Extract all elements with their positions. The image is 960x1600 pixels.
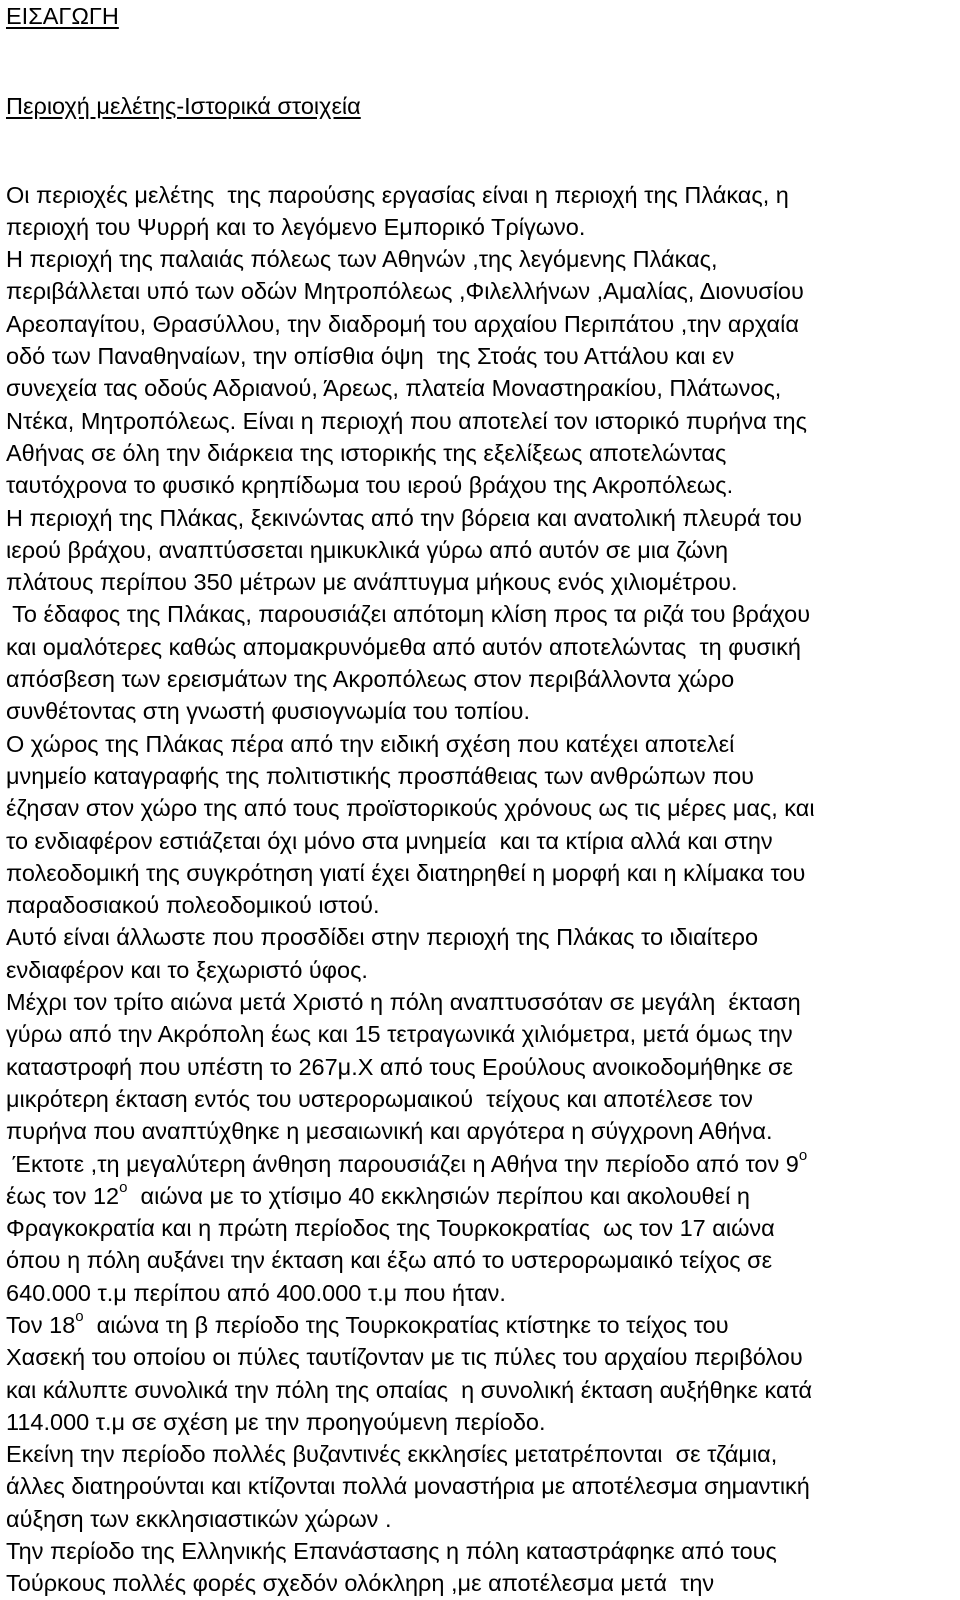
text-line: καταστροφή που υπέστη το 267μ.Χ από τους Ερούλους ανοικοδομήθηκε σε [6, 1053, 793, 1080]
document-page [6, 0, 956, 1600]
text-line: άλλες διατηρούνται και κτίζονται πολλά μοναστήρια με αποτέλεσμα σημαντική [6, 1473, 810, 1500]
text-line: Αθήνας σε όλη την διάρκεια της ιστορικής της εξελίξεως αποτελώντας [6, 439, 727, 466]
text-segment: αιώνα τη β περίοδο της Τουρκοκρατίας κτίστηκε το τείχος του [83, 1311, 729, 1338]
text-line: ενδιαφέρον και το ξεχωριστό ύφος. [6, 956, 368, 983]
text-line [6, 1309, 956, 1341]
text-line: Αρεοπαγίτου, Θρασύλλου, την διαδρομή του αρχαίου Περιπάτου ,την αρχαία [6, 310, 799, 337]
text-line: Η περιοχή της Πλάκας, ξεκινώντας από την βόρεια και ανατολική πλευρά του [6, 504, 803, 531]
text-line: Την περίοδο της Ελληνικής Επανάστασης η πόλη καταστράφηκε από τους [6, 1538, 777, 1565]
text-line: το ενδιαφέρον εστιάζεται όχι μόνο στα μνημεία και τα κτίρια αλλά και στην [6, 827, 773, 854]
text-line: 114.000 τ.μ σε σχέση με την προηγούμενη περίοδο. [6, 1408, 546, 1435]
text-line [6, 1180, 956, 1212]
text-line: Αυτό είναι άλλωστε που προσδίδει στην περιοχή της Πλάκας το ιδιαίτερο [6, 924, 759, 951]
text-line: συνθέτοντας στη γνωστή φυσιογνωμία του τοπίου. [6, 698, 531, 725]
text-segment: Τον 18 [6, 1311, 76, 1338]
text-line: Εκείνη την περίοδο πολλές βυζαντινές εκκλησίες μετατρέπονται σε τζάμια, [6, 1441, 778, 1468]
text-line: πυρήνα που αναπτύχθηκε η μεσαιωνική και αργότερα η σύγχρονη Αθήνα. [6, 1118, 773, 1145]
text-line: Η περιοχή της παλαιάς πόλεως των Αθηνών ,της λεγόμενης Πλάκας, [6, 246, 718, 273]
text-line: και ομαλότερες καθώς απομακρυνόμεθα από αυτόν αποτελώντας τη φυσική [6, 633, 801, 660]
body-text [6, 179, 956, 1600]
text-line: περιοχή του Ψυρρή και το λεγόμενο Εμπορικό Τρίγωνο. [6, 213, 586, 240]
text-line: Ο χώρος της Πλάκας πέρα από την ειδική σχέση που κατέχει αποτελεί [6, 730, 735, 757]
text-line: απόσβεση των ερεισμάτων της Ακροπόλεως στον περιβάλλοντα χώρο [6, 666, 735, 693]
text-line: όπου η πόλη αυξάνει την έκταση και έξω από το υστερορωμαικό τείχος σε [6, 1247, 773, 1274]
text-line: συνεχεία τας οδούς Αδριανού, Άρεως, πλατεία Μοναστηρακίου, Πλάτωνος, [6, 375, 782, 402]
superscript: ο [75, 1308, 84, 1326]
text-line [6, 1148, 956, 1180]
text-line: ιερού βράχου, αναπτύσσεται ημικυκλικά γύρω από αυτόν σε μια ζώνη [6, 536, 729, 563]
text-line: και κάλυπτε συνολικά την πόλη της οπαίας η συνολική έκταση αυξήθηκε κατά [6, 1376, 813, 1403]
text-line: ταυτόχρονα το φυσικό κρηπίδωμα του ιερού βράχου της Ακροπόλεως. [6, 472, 734, 499]
text-line: Τούρκους πολλές φορές σχεδόν ολόκληρη ,με αποτέλεσμα μετά την [6, 1570, 715, 1597]
text-line: πλάτους περίπου 350 μέτρων με ανάπτυγμα μήκους ενός χιλιομέτρου. [6, 569, 738, 596]
text-line: Χασεκή του οποίου οι πύλες ταυτίζονταν με τις πύλες του αρχαίου περιβόλου [6, 1344, 803, 1371]
text-line: παραδοσιακού πολεοδομικού ιστού. [6, 892, 380, 919]
text-line: οδό των Παναθηναίων, την οπίσθια όψη της Στοάς του Αττάλου και εν [6, 343, 735, 370]
text-line: Οι περιοχές μελέτης της παρούσης εργασίας είναι η περιοχή της Πλάκας, η [6, 181, 789, 208]
text-line: Ντέκα, Μητροπόλεως. Είναι η περιοχή που αποτελεί τον ιστορικό πυρήνα της [6, 407, 807, 434]
text-line: Μέχρι τον τρίτο αιώνα μετά Χριστό η πόλη αναπτυσσόταν σε μεγάλη έκταση [6, 989, 801, 1016]
section-heading: Περιοχή μελέτης-Ιστορικά στοιχεία [6, 93, 361, 120]
superscript: ο [119, 1178, 128, 1196]
text-line: αύξηση των εκκλησιαστικών χώρων . [6, 1505, 392, 1532]
text-line: πολεοδομική της συγκρότηση γιατί έχει διατηρηθεί η μορφή και η κλίμακα του [6, 859, 806, 886]
text-line: Φραγκοκρατία και η πρώτη περίοδος της Τουρκοκρατίας ως τον 17 αιώνα [6, 1215, 775, 1242]
text-line: γύρω από την Ακρόπολη έως και 15 τετραγωνικά χιλιόμετρα, μετά όμως την [6, 1021, 793, 1048]
superscript: ο [798, 1146, 808, 1164]
text-line: περιβάλλεται υπό των οδών Μητροπόλεως ,Φιλελλήνων ,Αμαλίας, Διονυσίου [6, 278, 804, 305]
text-line: 640.000 τ.μ περίπου από 400.000 τ.μ που ήταν. [6, 1279, 506, 1306]
text-line: μνημείο καταγραφής της πολιτιστικής προσπάθειας των ανθρώπων που [6, 762, 755, 789]
text-line: μικρότερη έκταση εντός του υστερορωμαικού τείχους και αποτέλεσε τον [6, 1085, 753, 1112]
text-segment: έως τον 12 [6, 1182, 120, 1209]
document-title: ΕΙΣΑΓΩΓΗ [6, 3, 119, 29]
text-line: έζησαν στον χώρο της από τους προϊστορικούς χρόνους ως τις μέρες μας, και [6, 795, 815, 822]
text-line: Το έδαφος της Πλάκας, παρουσιάζει απότομη κλίση προς τα ριζά του βράχου [6, 601, 811, 628]
text-segment: Έκτοτε ,τη μεγαλύτερη άνθηση παρουσιάζει η Αθήνα την περίοδο από τον 9 [6, 1150, 799, 1177]
text-segment: αιώνα με το χτίσιμο 40 εκκλησιών περίπου και ακολουθεί η [127, 1182, 750, 1209]
